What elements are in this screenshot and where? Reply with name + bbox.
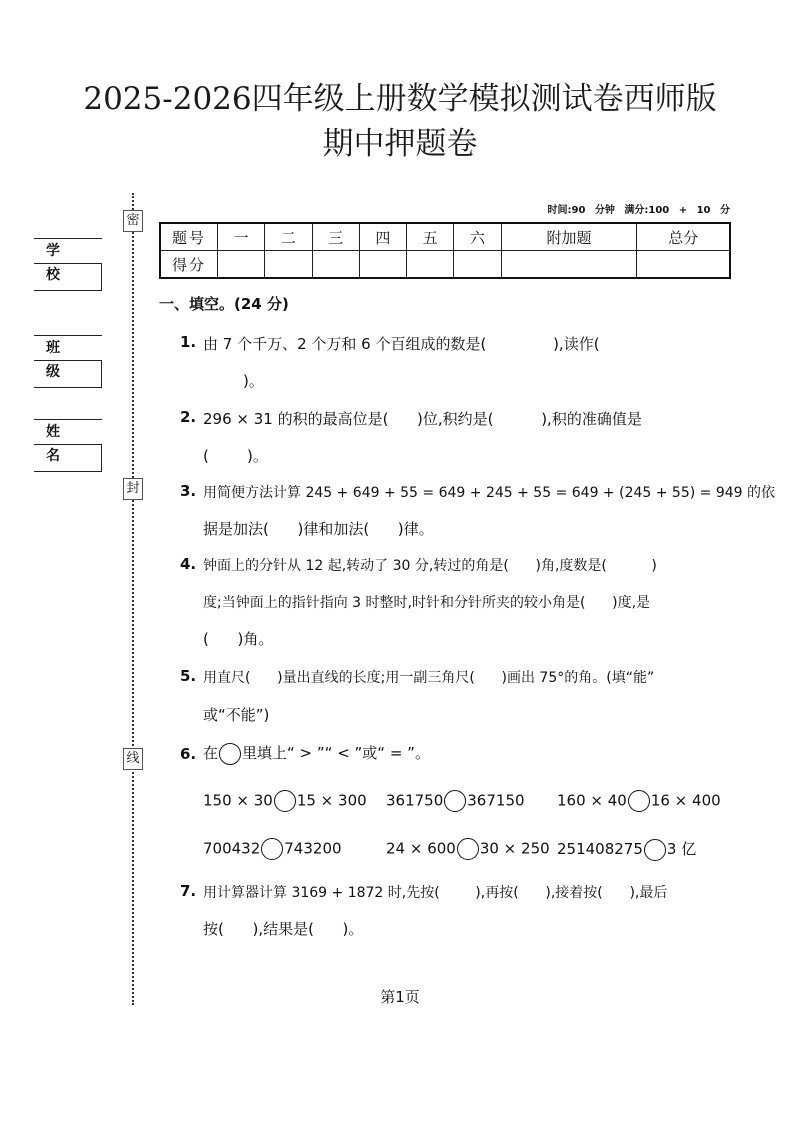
compare-left: 160 × 40 [557,791,627,810]
compare-left: 24 × 600 [386,839,456,858]
q7-line-1: 用计算器计算 3169 + 1872 时,先按( ),再按( ),接着按( ),最后 [203,885,668,901]
q6-line-1 [203,742,430,765]
compare-left: 150 × 30 [203,791,273,810]
score-label: 得分 [160,251,218,279]
compare-right: 743200 [284,839,342,858]
compare-right: 3 亿 [666,840,697,858]
class-field-box [34,335,102,388]
seal-mark-mi: 密 [123,210,143,232]
score-table [159,222,731,279]
compare-circle[interactable] [457,838,479,860]
compare-right: 30 × 250 [479,839,550,858]
name-field-box [34,419,102,472]
q4-line-2: 度;当钟面上的指针指向 3 时整时,时针和分针所夹的较小角是( )度,是 [203,595,651,611]
score-table-score-row [160,251,730,279]
q5-line-2: 或“不能”) [203,706,270,724]
score-cell[interactable] [359,251,406,279]
compare-left: 361750 [386,791,444,810]
compare-right: 16 × 400 [650,791,721,810]
seal-mark-xian: 线 [123,748,143,770]
q6-number: 6. [180,745,197,763]
compare-circle[interactable] [444,790,466,812]
q3-number: 3. [180,482,197,500]
q3-line-1: 用简便方法计算 245 + 649 + 55 = 649 + 245 + 55 = 649 + (245 + 55) = 949 的依 [203,485,775,501]
score-cell[interactable] [265,251,312,279]
q4-line-1: 钟面上的分针从 12 起,转动了 30 分,转过的角是( )角,度数是( ) [203,558,657,574]
q7-number: 7. [180,882,197,900]
q2-line-1: 296 × 31 的积的最高位是( )位,积约是( ),积的准确值是 [203,410,642,428]
compare-item [557,838,696,861]
compare-circle[interactable] [628,790,650,812]
q2-number: 2. [180,408,197,426]
compare-item [386,790,525,812]
score-cell[interactable] [407,251,454,279]
q4-number: 4. [180,555,197,573]
col-4: 四 [359,223,406,251]
page-title-line-2: 期中押题卷 [322,126,478,162]
q1-line-2: )。 [243,372,264,390]
q6-instruction: 里填上“ > ”“ < ”或“ = ”。 [242,744,430,762]
compare-circle-example [219,743,241,765]
col-3: 三 [312,223,359,251]
compare-item [557,790,721,812]
class-input-area[interactable] [34,360,102,388]
school-input-area[interactable] [34,263,102,291]
binding-dotted-line [132,193,134,1005]
q7-line-2: 按( ),结果是( )。 [203,920,364,938]
score-cell[interactable] [637,251,730,279]
q1-number: 1. [180,333,197,351]
compare-item [386,838,550,860]
compare-circle[interactable] [644,839,666,861]
score-cell[interactable] [218,251,265,279]
exam-time-score: 时间:90 分钟 满分:100 + 10 分 [547,205,730,216]
compare-item [203,790,367,812]
col-5: 五 [407,223,454,251]
q1-line-1: 由 7 个千万、2 个万和 6 个百组成的数是( ),读作( [203,335,600,353]
q6-prefix: 在 [203,744,219,762]
compare-right: 367150 [467,791,525,810]
q5-line-1: 用直尺( )量出直线的长度;用一副三角尺( )画出 75°的角。(填“能” [203,670,655,686]
section-1-heading: 一、填空。(24 分) [159,295,289,313]
score-cell[interactable] [501,251,637,279]
name-label: 姓 名 [34,419,102,444]
score-table-header-row [160,223,730,251]
q5-number: 5. [180,667,197,685]
compare-left: 700432 [203,839,261,858]
compare-circle[interactable] [274,790,296,812]
compare-left: 251408275 [557,840,643,858]
col-total: 总分 [637,223,730,251]
col-2: 二 [265,223,312,251]
name-input-area[interactable] [34,444,102,472]
score-cell[interactable] [312,251,359,279]
page-number: 第1页 [380,988,420,1006]
q3-line-2: 据是加法( )律和加法( )律。 [203,520,434,538]
question-number-label: 题号 [160,223,218,251]
compare-right: 15 × 300 [296,791,367,810]
q2-line-2: ( )。 [203,447,268,465]
col-6: 六 [454,223,501,251]
col-bonus: 附加题 [501,223,637,251]
compare-item [203,838,342,860]
seal-mark-feng: 封 [123,478,143,500]
score-cell[interactable] [454,251,501,279]
page-title-line-1: 2025-2026四年级上册数学模拟测试卷西师版 [83,81,717,117]
q4-line-3: ( )角。 [203,630,274,648]
compare-circle[interactable] [261,838,283,860]
school-field-box [34,238,102,291]
school-label: 学 校 [34,238,102,263]
class-label: 班 级 [34,335,102,360]
col-1: 一 [218,223,265,251]
